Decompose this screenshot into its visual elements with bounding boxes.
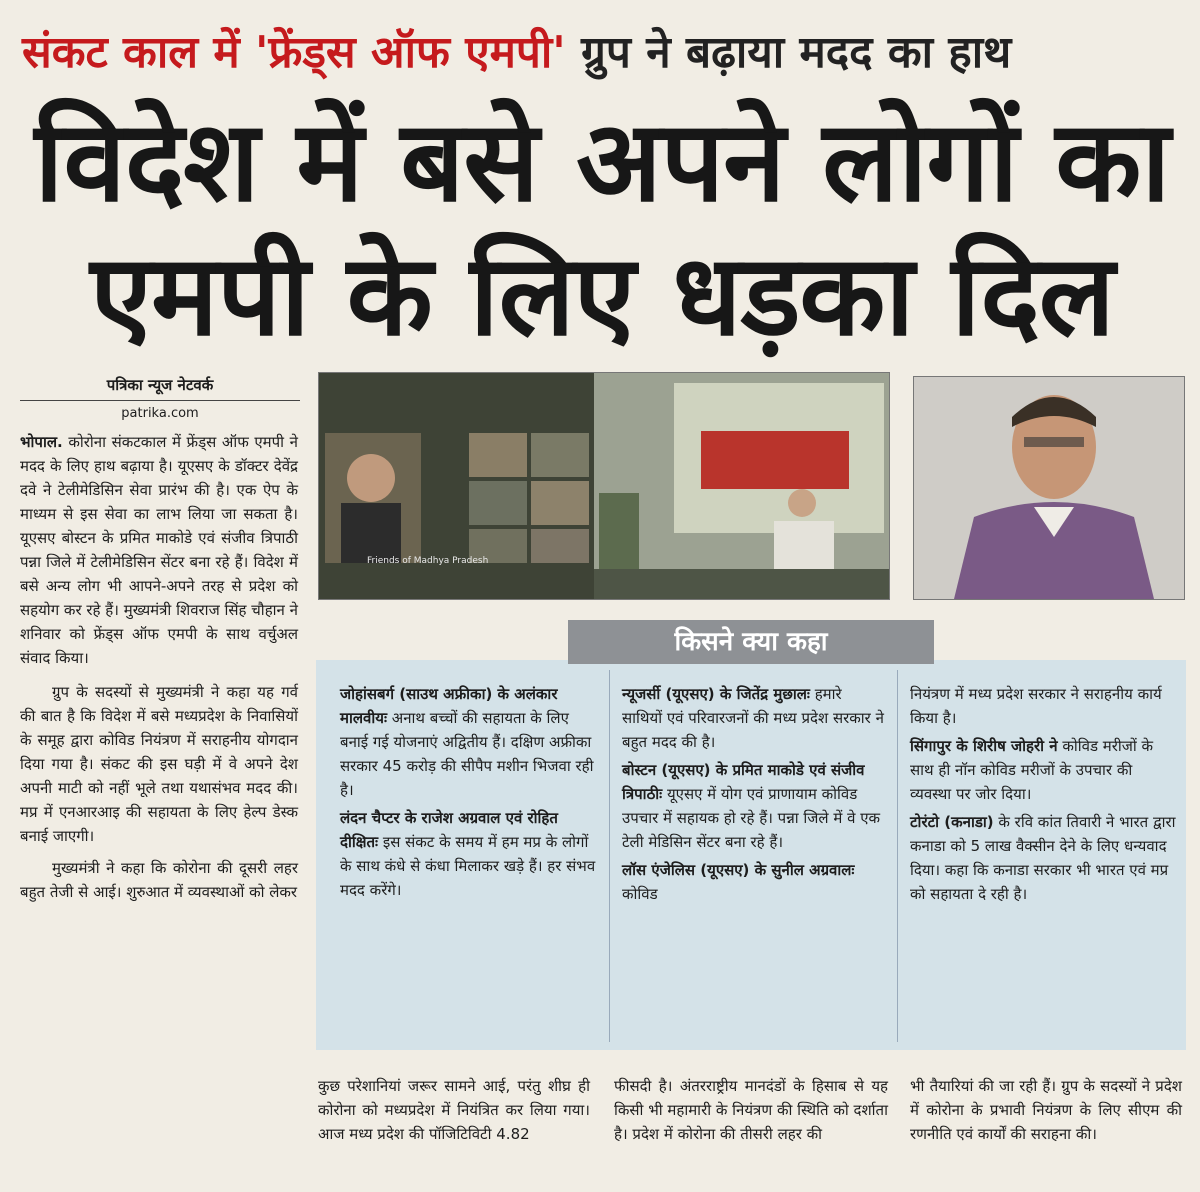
chief-minister-photo <box>913 376 1185 600</box>
quote-text: यूएसए में योग एवं प्राणायाम कोविड उपचार में सहायक हो रहे हैं। पन्ना जिले में वे एक टेली मेडिसिन सेंटर बना रहे हैं। <box>622 785 881 851</box>
quote-speaker: लंदन चैप्टर के राजेश अग्रवाल एवं रोहित दीक्षितः <box>340 809 558 851</box>
quote-item <box>622 758 884 854</box>
quote-item <box>340 682 598 802</box>
quotes-column-2 <box>622 682 884 906</box>
byline-site: patrika.com <box>121 406 199 421</box>
quote-speaker: टोरंटो (कनाडा) <box>910 813 994 831</box>
video-conference-photo <box>318 372 890 600</box>
headline-line2: एमपी के लिए धड़का दिल <box>90 231 1114 361</box>
paragraph-1-text: कोरोना संकटकाल में फ्रेंड्स ऑफ एमपी ने मदद के लिए हाथ बढ़ाया है। यूएसए के डॉक्टर देवेंद्र दवे ने टेलीमेडिसिन सेवा प्रारंभ की है। एक ऐप के माध्यम से इस सेवा का लाभ लिया जा सकता है। यूएसए बोस्टन के प्रमित माकोडे एवं संजीव त्रिपाठी पन्ना जिले में टेलीमेडिसिन सेंटर बना रहे हैं। विदेश में बसे अन्य लोग भी आपने-अपने तरह से प्रदेश को सहयोग कर रहे हैं। मुख्यमंत्री शिवराज सिंह चौहान ने शनिवार को फ्रेंड्स ऑफ एमपी के साथ वर्चुअल संवाद किया। <box>20 433 298 667</box>
bottom-column-2: फीसदी है। अंतरराष्ट्रीय मानदंडों के हिसाब से यह किसी भी महामारी के नियंत्रण की स्थिति को दर्शाता है। प्रदेश में कोरोना की तीसरी लहर की <box>614 1077 888 1143</box>
portrait-illustration <box>914 377 1184 599</box>
quote-text: कोविड <box>622 885 658 903</box>
quote-text: इस संकट के समय में हम मप्र के लोगों के साथ कंधे से कंधा मिलाकर खड़े हैं। हर संभव मदद करेंगे। <box>340 833 596 899</box>
quote-item <box>622 682 884 754</box>
headline-line1: विदेश में बसे अपने लोगों का <box>34 97 1170 227</box>
paragraph-1 <box>20 430 298 670</box>
quote-item <box>910 810 1176 906</box>
quotes-column-3 <box>910 682 1176 906</box>
quote-text: हमारे साथियों एवं परिवारजनों की मध्य प्रदेश सरकार ने बहुत मदद की है। <box>622 685 884 751</box>
quote-speaker: जोहांसबर्ग (साउथ अफ्रीका) के अलंकार मालवीयः <box>340 685 558 727</box>
dateline: भोपाल. <box>20 433 63 451</box>
quote-speaker: न्यूजर्सी (यूएसए) के जितेंद्र मुछालः <box>622 685 810 703</box>
bottom-column-3: भी तैयारियां की जा रही हैं। ग्रुप के सदस्यों ने प्रदेश में कोरोना के प्रभावी नियंत्रण के लिए सीएम की रणनीति एवं कार्यों की सराहना की। <box>910 1077 1182 1143</box>
quote-item <box>910 734 1176 806</box>
byline-divider <box>20 400 300 401</box>
quote-item <box>340 806 598 902</box>
quote-text: अनाथ बच्चों की सहायता के लिए बनाई गई योजनाएं अद्वितीय हैं। दक्षिण अफ्रीका सरकार 45 करोड़ की सीपैप मशीन भिजवा रही है। <box>340 709 594 799</box>
quote-text: के रवि कांत तिवारी ने भारत द्वारा कनाडा को 5 लाख वैक्सीन देने के लिए धन्यवाद दिया। कहा कि कनाडा सरकार भी भारत एवं मप्र को सहायता दे रही है। <box>910 813 1176 903</box>
quotes-divider-1 <box>609 670 610 1042</box>
bottom-column-1: कुछ परेशानियां जरूर सामने आई, परंतु शीघ्र ही कोरोना को मध्यप्रदेश में नियंत्रित कर लिया गया। आज मध्य प्रदेश की पॉजिटिविटी 4.82 <box>318 1077 590 1143</box>
quotes-box-title: किसने क्या कहा <box>568 620 934 664</box>
paragraph-3: मुख्यमंत्री ने कहा कि कोरोना की दूसरी लहर बहुत तेजी से आई। शुरुआत में व्यवस्थाओं को लेकर <box>20 859 298 901</box>
kicker-dark: ग्रुप ने बढ़ाया मदद का हाथ <box>581 27 1012 78</box>
kicker-red: संकट काल में 'फ्रेंड्स ऑफ एमपी' <box>22 27 566 78</box>
quote-speaker: सिंगापुर के शिरीष जोहरी ने <box>910 737 1058 755</box>
photo-caption: Friends of Madhya Pradesh <box>367 556 489 566</box>
quote-item <box>622 858 884 906</box>
paragraph-2: ग्रुप के सदस्यों से मुख्यमंत्री ने कहा यह गर्व की बात है कि विदेश में बसे मध्यप्रदेश के निवासियों के समूह द्वारा कोविड नियंत्रण में सराहनीय योगदान दिया गया है। संकट की इस घड़ी में वे अपने देश अपनी माटी को नहीं भूले तथा यथासंभव मदद की। मप्र में एनआरआइ की सहायता के लिए हेल्प डेस्क बनाई जाएगी। <box>20 683 298 845</box>
quote-speaker: बोस्टन (यूएसए) के प्रमित माकोडे एवं संजीव त्रिपाठीः <box>622 761 865 803</box>
byline-agency: पत्रिका न्यूज नेटवर्क <box>106 376 214 394</box>
quotes-column-1 <box>340 682 598 902</box>
kicker-headline <box>22 20 1182 86</box>
quotes-divider-2 <box>897 670 898 1042</box>
quote-continued: नियंत्रण में मध्य प्रदेश सरकार ने सराहनीय कार्य किया है। <box>910 685 1162 727</box>
quote-speaker: लॉस एंजेलिस (यूएसए) के सुनील अग्रवालः <box>622 861 855 879</box>
quote-text: कोविड मरीजों के साथ ही नॉन कोविड मरीजों के उपचार की व्यवस्था पर जोर दिया। <box>910 737 1154 803</box>
main-column <box>20 430 298 904</box>
